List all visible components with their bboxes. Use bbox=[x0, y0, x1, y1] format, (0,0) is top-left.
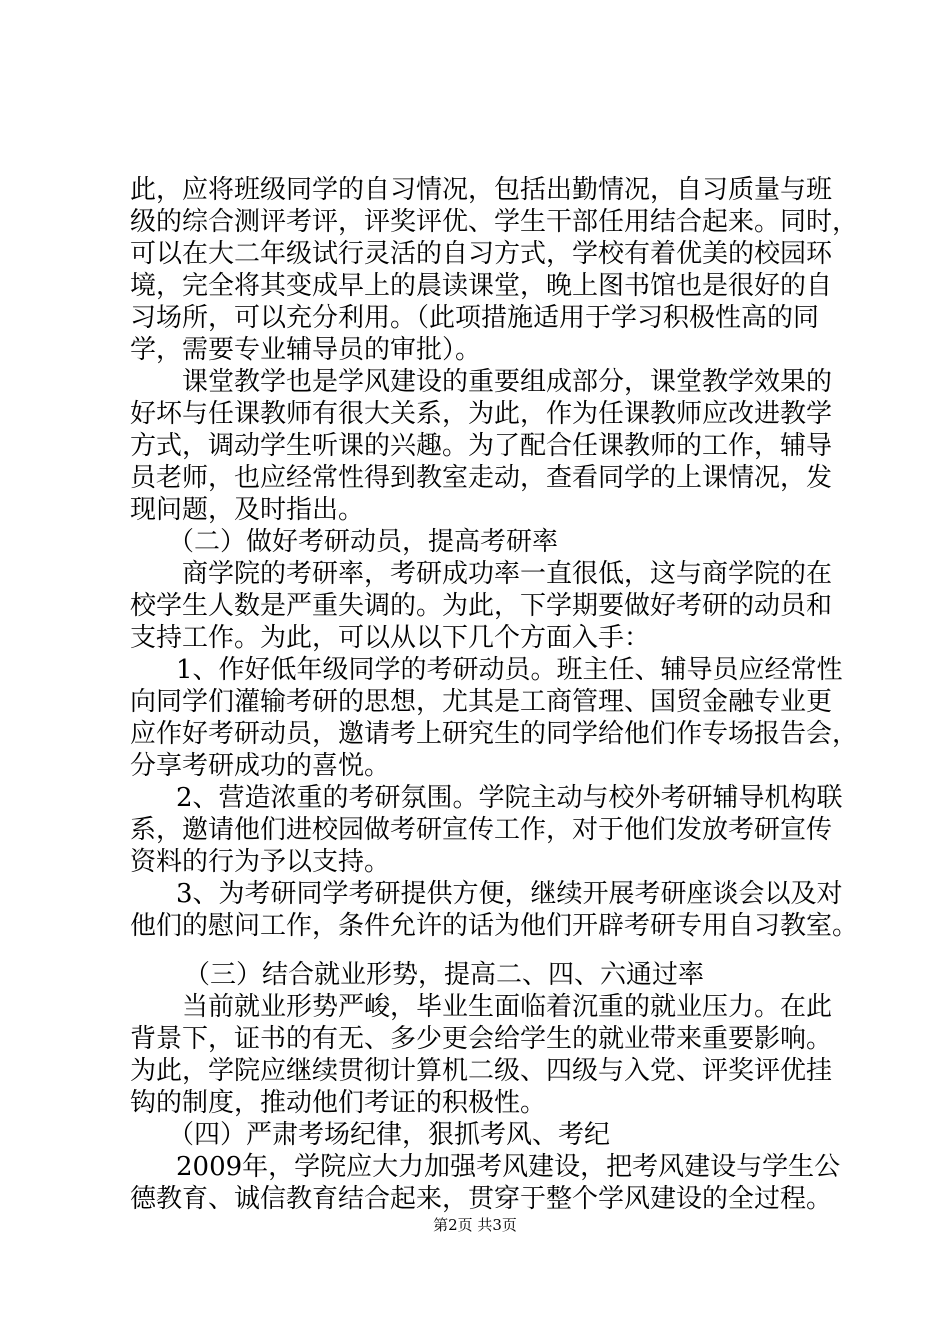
text-line: 境，完全将其变成早上的晨读课堂，晚上图书馆也是很好的自 bbox=[130, 271, 833, 301]
text-line: 3、为考研同学考研提供方便，继续开展考研座谈会以及对 bbox=[176, 879, 843, 909]
text-line: 他们的慰问工作，条件允许的话为他们开辟考研专用自习教室。 bbox=[130, 911, 859, 941]
text-line: 现问题，及时指出。 bbox=[130, 495, 365, 525]
text-line: 背景下，证书的有无、多少更会给学生的就业带来重要影响。 bbox=[130, 1024, 833, 1054]
text-line: 此，应将班级同学的自习情况，包括出勤情况，自习质量与班 bbox=[130, 175, 833, 205]
text-line: 2009年，学院应大力加强考风建设，把考风建设与学生公 bbox=[176, 1152, 841, 1182]
text-line: 级的综合测评考评，评奖评优、学生干部任用结合起来。同时， bbox=[130, 207, 859, 237]
text-line: 当前就业形势严峻，毕业生面临着沉重的就业压力。在此 bbox=[182, 992, 833, 1022]
text-line: 德教育、诚信教育结合起来，贯穿于整个学风建设的全过程。 bbox=[130, 1184, 833, 1214]
text-line: 分享考研成功的喜悦。 bbox=[130, 751, 391, 781]
text-line: 习场所，可以充分利用。（此项措施适用于学习积极性高的同 bbox=[130, 303, 820, 333]
text-line: 支持工作。为此，可以从以下几个方面入手： bbox=[130, 623, 651, 653]
text-line: 应作好考研动员，邀请考上研究生的同学给他们作专场报告会， bbox=[130, 719, 859, 749]
text-line: 好坏与任课教师有很大关系，为此，作为任课教师应改进教学 bbox=[130, 399, 833, 429]
text-line: 1、作好低年级同学的考研动员。班主任、辅导员应经常性 bbox=[176, 655, 843, 685]
section-heading: （三）结合就业形势，提高二、四、六通过率 bbox=[184, 960, 705, 990]
text-line: 资料的行为予以支持。 bbox=[130, 847, 391, 877]
text-line: 2、营造浓重的考研氛围。学院主动与校外考研辅导机构联 bbox=[176, 783, 843, 813]
text-line: 向同学们灌输考研的思想，尤其是工商管理、国贸金融专业更 bbox=[130, 687, 833, 717]
text-line: 学，需要专业辅导员的审批）。 bbox=[130, 335, 482, 365]
text-line: 员老师，也应经常性得到教室走动，查看同学的上课情况，发 bbox=[130, 463, 833, 493]
text-line: 商学院的考研率，考研成功率一直很低，这与商学院的在 bbox=[182, 559, 833, 589]
page-footer: 第2页 共3页 bbox=[433, 1216, 517, 1234]
text-line: 为此，学院应继续贯彻计算机二级、四级与入党、评奖评优挂 bbox=[130, 1056, 833, 1086]
text-line: 钩的制度，推动他们考证的积极性。 bbox=[130, 1088, 547, 1118]
text-line: 校学生人数是严重失调的。为此，下学期要做好考研的动员和 bbox=[130, 591, 833, 621]
text-line: 系，邀请他们进校园做考研宣传工作，对于他们发放考研宣传 bbox=[130, 815, 833, 845]
section-heading: （二）做好考研动员，提高考研率 bbox=[168, 527, 559, 557]
text-line: 方式，调动学生听课的兴趣。为了配合任课教师的工作，辅导 bbox=[130, 431, 833, 461]
text-line: 课堂教学也是学风建设的重要组成部分，课堂教学效果的 bbox=[182, 367, 833, 397]
section-heading: （四）严肃考场纪律，狠抓考风、考纪 bbox=[168, 1120, 611, 1150]
text-line: 可以在大二年级试行灵活的自习方式，学校有着优美的校园环 bbox=[130, 239, 833, 269]
